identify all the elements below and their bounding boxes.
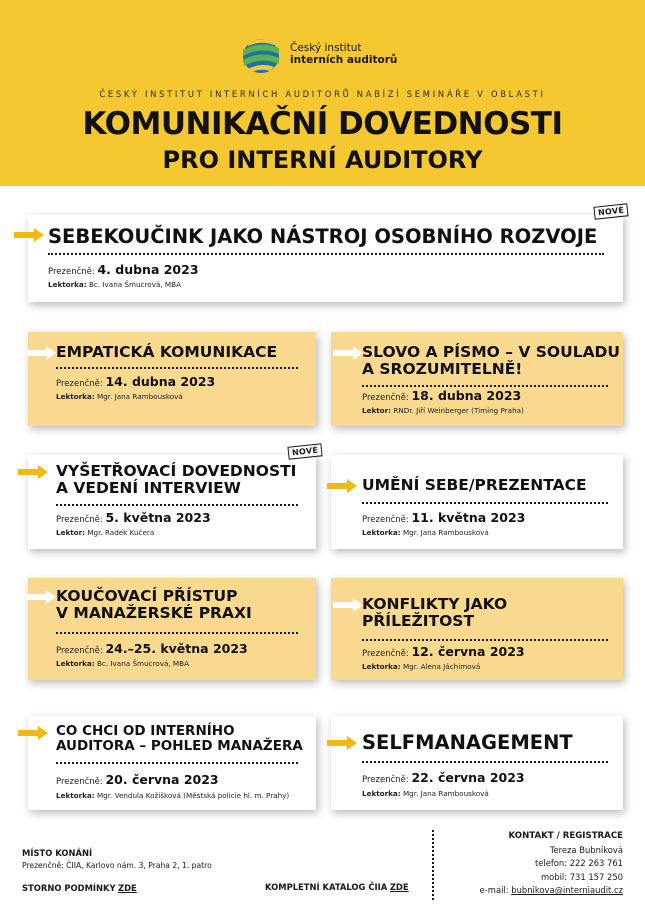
- seminar-title: EMPATICKÁ KOMUNIKACE: [56, 343, 278, 361]
- seminar-lecturer: Lektorka: Mgr. Vendula Kožíšková (Městská policie hl. m. Prahy): [56, 791, 290, 800]
- contact-email-row: e-mail: bubnikova@interniaudit.cz: [479, 885, 623, 895]
- seminar-date: Prezenčně: 5. května 2023: [56, 510, 211, 525]
- seminar-card-co-chci-od-auditora[interactable]: [28, 716, 316, 810]
- seminar-title: SEBEKOUČINK JAKO NÁSTROJ OSOBNÍHO ROZVOJE: [48, 225, 598, 248]
- seminar-title: CO CHCI OD INTERNÍHO AUDITORA – POHLED MANAŽERA: [56, 723, 303, 755]
- seminar-lecturer: Lektorka: Mgr. Jana Rambousková: [362, 528, 489, 537]
- seminar-card-koucovaci-pristup[interactable]: [28, 578, 316, 680]
- seminar-lecturer: Lektorka: Bc. Ivana Šmucrová, MBA: [48, 280, 181, 289]
- arrow-right-icon: [333, 598, 363, 612]
- page-title: KOMUNIKAČNÍ DOVEDNOSTI: [82, 106, 563, 142]
- seminar-title: KONFLIKTY JAKO PŘÍLEŽITOST: [362, 595, 508, 631]
- seminar-date: Prezenčně: 24.–25. května 2023: [56, 641, 248, 656]
- dotted-divider: [362, 761, 608, 763]
- new-badge: NOVÉ: [287, 443, 322, 459]
- seminar-card-sebekoucink[interactable]: [28, 205, 625, 302]
- seminar-card-slovo-a-pismo[interactable]: [331, 332, 623, 426]
- contact-phone: telefon: 222 263 761: [534, 858, 623, 868]
- seminar-card-vysetrovaci-dovednosti[interactable]: [28, 445, 319, 549]
- arrow-right-icon: [26, 346, 56, 360]
- dotted-divider: [56, 367, 298, 369]
- seminar-date: Prezenčně: 22. června 2023: [362, 770, 525, 785]
- seminar-date: Prezenčně: 11. května 2023: [362, 510, 526, 525]
- footer-contact: [480, 830, 623, 898]
- seminar-lecturer: Lektorka: Mgr. Jana Rambousková: [56, 392, 183, 401]
- contact-label: KONTAKT / REGISTRACE: [508, 831, 623, 841]
- dotted-divider: [362, 385, 608, 387]
- contact-mobile: mobil: 731 157 250: [540, 871, 623, 882]
- dotted-divider: [56, 632, 298, 634]
- seminar-date: Prezenčně: 20. června 2023: [56, 772, 219, 787]
- contact-name: Tereza Bubníková: [549, 844, 623, 855]
- ciia-logo: [240, 34, 410, 78]
- seminar-date: Prezenčně: 4. dubna 2023: [48, 262, 199, 277]
- dotted-divider: [48, 253, 604, 255]
- logo-line1: Český institut: [290, 42, 362, 54]
- arrow-right-icon: [327, 736, 357, 750]
- arrow-right-icon: [327, 479, 357, 493]
- arrow-right-icon: [14, 228, 44, 242]
- footer-divider: [432, 830, 434, 900]
- new-badge: NOVÉ: [593, 203, 628, 219]
- dotted-divider: [362, 502, 608, 504]
- seminar-card-umeni-sebe-prezentace[interactable]: [331, 455, 623, 549]
- catalog-link[interactable]: ZDE: [389, 882, 409, 892]
- seminar-title: KOUČOVACÍ PŘÍSTUP V MANAŽERSKÉ PRAXI: [56, 587, 252, 623]
- globe-logo-icon: [240, 36, 282, 76]
- dotted-divider: [362, 639, 608, 641]
- seminar-title: VYŠETŘOVACÍ DOVEDNOSTI A VEDENÍ INTERVIEW: [56, 462, 297, 498]
- arrow-right-icon: [18, 726, 48, 740]
- seminar-card-konflikty[interactable]: [331, 578, 623, 680]
- seminar-date: Prezenčně: 18. dubna 2023: [362, 388, 522, 403]
- arrow-right-icon: [18, 465, 48, 479]
- logo-line2: interních auditorů: [290, 54, 398, 66]
- seminar-lecturer: Lektorka: Bc. Ivana Šmucrová, MBA: [56, 659, 189, 668]
- arrow-right-icon: [333, 346, 363, 360]
- seminar-title: UMĚNÍ SEBE/PREZENTACE: [362, 476, 587, 494]
- footer-venue: [22, 848, 212, 893]
- storno-link[interactable]: ZDE: [118, 883, 137, 893]
- venue-address: Prezenčně: ČIIA, Karlovo nám. 3, Praha 2, 1. patro: [22, 861, 212, 870]
- seminar-date: Prezenčně: 14. dubna 2023: [56, 374, 216, 389]
- seminar-date: Prezenčně: 12. června 2023: [362, 644, 525, 659]
- seminar-lecturer: Lektor: Mgr. Radek Kučera: [56, 528, 155, 537]
- header-banner: [0, 0, 645, 186]
- page-subtitle: PRO INTERNÍ AUDITORY: [162, 146, 483, 174]
- dotted-divider: [56, 504, 298, 506]
- venue-label: MÍSTO KONÁNÍ: [22, 848, 93, 858]
- email-link[interactable]: bubnikova@interniaudit.cz: [511, 885, 623, 895]
- storno-conditions: STORNO PODMÍNKY ZDE: [22, 883, 137, 893]
- seminar-title: SLOVO A PÍSMO – V SOULADU A SROZUMITELNĚ!: [362, 343, 621, 379]
- arrow-right-icon: [26, 590, 56, 604]
- catalog-link-row: KOMPLETNÍ KATALOG ČIIA ZDE: [265, 882, 409, 892]
- seminar-lecturer: Lektorka: Mgr. Alena Jáchimová: [362, 662, 481, 671]
- seminar-lecturer: Lektor: RNDr. Jiří Weinberger (Timing Praha): [362, 406, 524, 415]
- header-subtitle: ČESKÝ INSTITUT INTERNÍCH AUDITORŮ NABÍZÍ SEMINÁŘE V OBLASTI: [99, 89, 546, 99]
- seminar-title: SELFMANAGEMENT: [362, 731, 573, 754]
- seminar-lecturer: Lektorka: Mgr. Jana Rambousková: [362, 789, 489, 798]
- seminar-card-selfmanagement[interactable]: [331, 716, 623, 810]
- dotted-divider: [56, 762, 298, 764]
- seminar-card-empaticka-komunikace[interactable]: [28, 332, 316, 426]
